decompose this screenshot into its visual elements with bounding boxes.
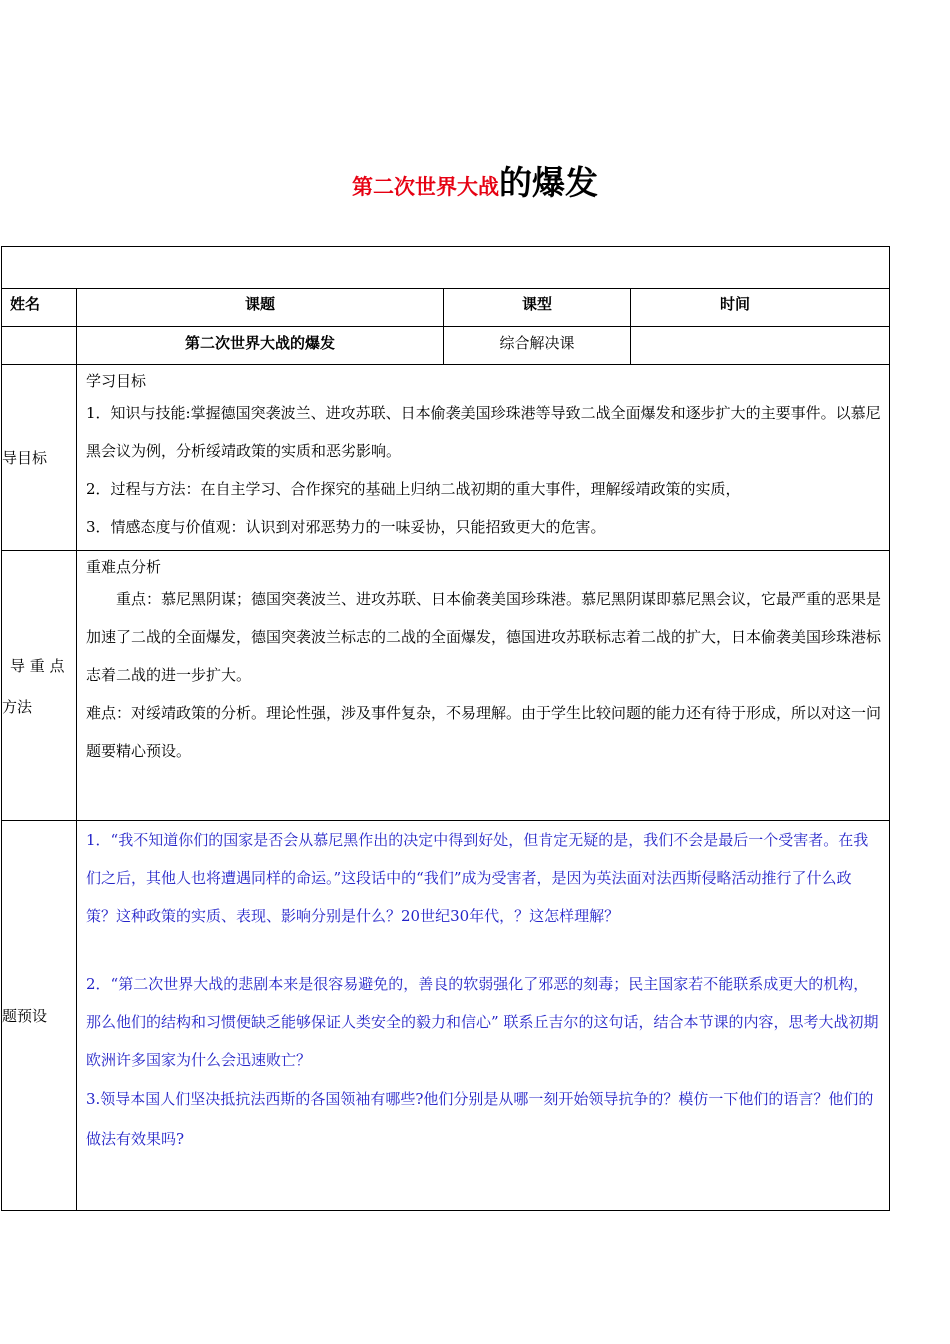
questions-row: [2, 821, 890, 1211]
objectives-heading: 学习目标: [86, 372, 147, 390]
header-type: 课型: [444, 289, 631, 327]
objectives-label: 导目标: [2, 365, 77, 551]
keypoints-heading: 重难点分析: [86, 558, 162, 576]
question-1: 1．“我不知道你们的国家是否会从慕尼黑作出的决定中得到好处，但肯定无疑的是，我们不会是最后一个受害者。在我们之后，其他人也将遭遇同样的命运。”这段话中的“我们”成为受害者，是因为英法面对法西斯侵略活动推行了什么政策？这种政策的实质、表现、影响分别是什么？20世纪30年代，？这怎样理解？: [86, 831, 869, 925]
header-name: 姓名: [2, 289, 77, 327]
question-2: 2．“第二次世界大战的悲剧本来是很容易避免的，善良的软弱强化了邪恶的刻毒；民主国家若不能联系成更大的机构，那么他们的结构和习惯便缺乏能够保证人类安全的毅力和信心” 联系丘吉尔的这句话，结合本节课的内容，思考大战初期欧洲许多国家为什么会迅速败亡？: [86, 975, 879, 1069]
difficult-point-text: 难点：对绥靖政策的分析。理论性强，涉及事件复杂，不易理解。由于学生比较问题的能力还有待于形成，所以对这一问题要精心预设。: [86, 704, 882, 760]
name-value-cell: [2, 327, 77, 365]
keypoints-row: [2, 551, 890, 821]
lesson-plan-table: [1, 246, 890, 1211]
header-time: 时间: [631, 289, 890, 327]
title-part-red: 第二次世界大战: [352, 175, 499, 199]
question-gap: [86, 935, 881, 965]
header-row: [2, 289, 890, 327]
header-topic: 课题: [77, 289, 444, 327]
blank-top-row: [2, 247, 890, 289]
questions-label: 题预设: [2, 821, 77, 1211]
info-row: [2, 327, 890, 365]
keypoints-label: [2, 551, 77, 821]
topic-value: 第二次世界大战的爆发: [77, 327, 444, 365]
question-3: 3.领导本国人们坚决抵抗法西斯的各国领袖有哪些?他们分别是从哪一刻开始领导抗争的？模仿一下他们的语言？他们的做法有效果吗?: [86, 1090, 874, 1148]
type-value: 综合解决课: [444, 327, 631, 365]
blank-top-cell: [2, 247, 890, 289]
objectives-row: [2, 365, 890, 551]
title-part-black: 的爆发: [499, 163, 598, 202]
page-title: [0, 157, 950, 204]
questions-content: [77, 821, 890, 1211]
objective-item-3: 3．情感态度与价值观：认识到对邪恶势力的一味妥协，只能招致更大的危害。: [86, 518, 606, 536]
keypoints-content: [77, 551, 890, 821]
keypoints-label-line1: 导 重 点: [10, 656, 65, 675]
objective-item-1: 1．知识与技能:掌握德国突袭波兰、进攻苏联、日本偷袭美国珍珠港等导致二战全面爆发和逐步扩大的主要事件。以慕尼黑会议为例，分析绥靖政策的实质和恶劣影响。: [86, 404, 881, 460]
objective-item-2: 2．过程与方法：在自主学习、合作探究的基础上归纳二战初期的重大事件，理解绥靖政策的实质，: [86, 480, 741, 498]
keypoints-label-line2: 方法: [2, 697, 33, 716]
time-value-cell: [631, 327, 890, 365]
key-point-text: 重点：慕尼黑阴谋；德国突袭波兰、进攻苏联、日本偷袭美国珍珠港。慕尼黑阴谋即慕尼黑会议，它最严重的恶果是加速了二战的全面爆发，德国突袭波兰标志的二战的全面爆发，德国进攻苏联标志着二战的扩大，日本偷袭美国珍珠港标志着二战的进一步扩大。: [86, 590, 882, 684]
objectives-content: [77, 365, 890, 551]
